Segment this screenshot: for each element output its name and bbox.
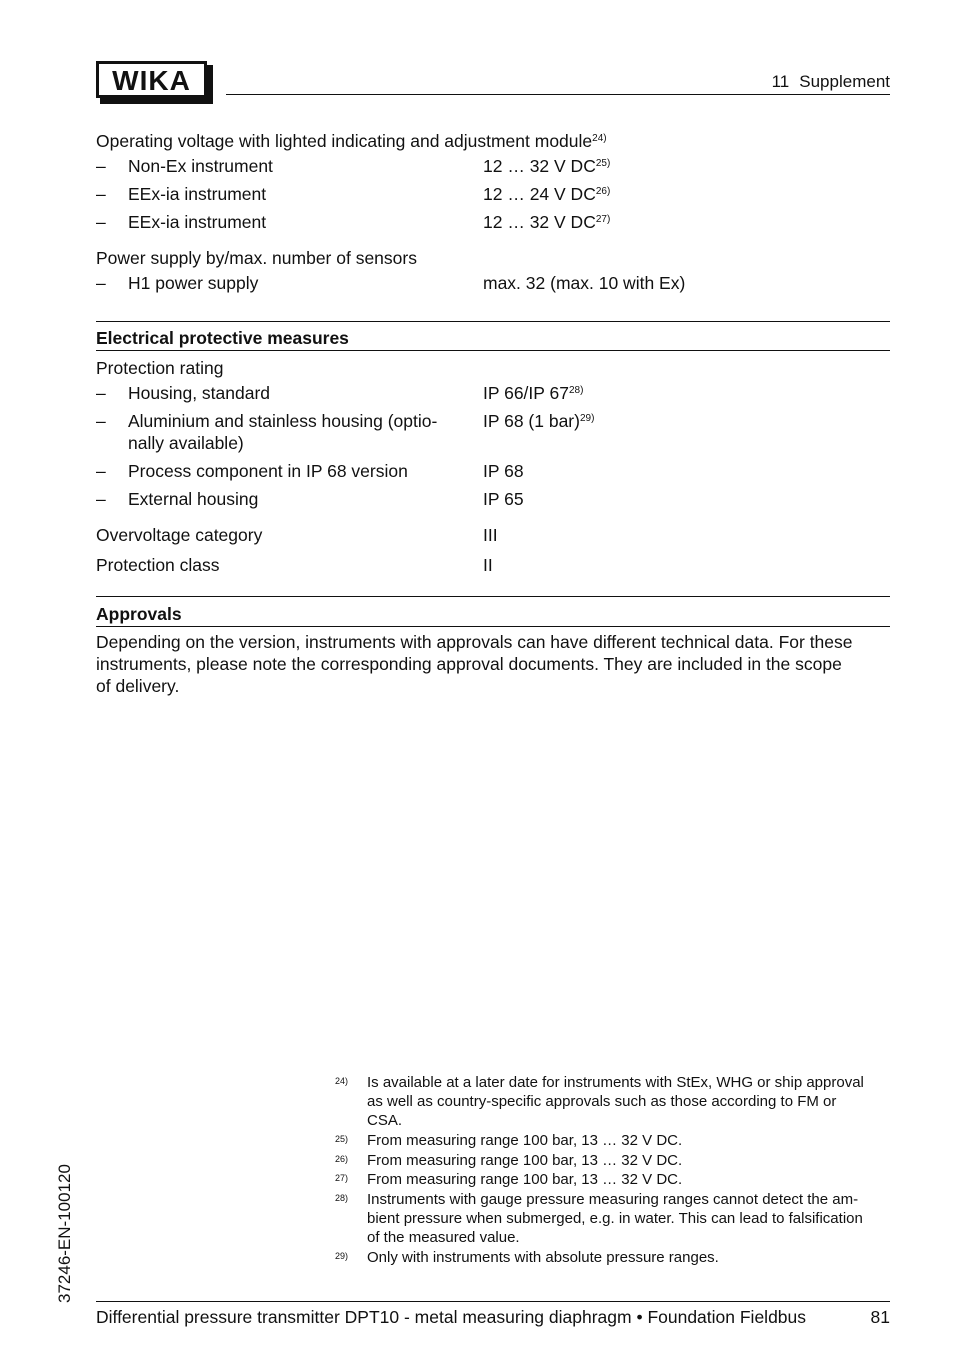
footer-title: Differential pressure transmitter DPT10 - metal measuring diaphragm • Foundation Fieldbus bbox=[96, 1307, 807, 1327]
footnote-text: Only with instruments with absolute pressure ranges. bbox=[367, 1249, 719, 1266]
dash: – bbox=[96, 383, 106, 403]
row-value: max. 32 (max. 10 with Ex) bbox=[483, 273, 686, 293]
paragraph-line: of delivery. bbox=[96, 676, 180, 696]
overvoltage-value: III bbox=[483, 525, 498, 545]
footnote-text: From measuring range 100 bar, 13 … 32 V DC. bbox=[367, 1132, 683, 1149]
row-label: Process component in IP 68 version bbox=[128, 461, 408, 481]
chapter-header bbox=[772, 71, 890, 93]
section-rule-top bbox=[96, 596, 890, 597]
section-rule-bottom bbox=[96, 626, 890, 627]
row-label: Housing, standard bbox=[128, 383, 271, 403]
footnote-number: 27) bbox=[335, 1173, 349, 1183]
dash: – bbox=[96, 156, 106, 176]
row-value: IP 65 bbox=[483, 489, 524, 509]
dash: – bbox=[96, 212, 106, 232]
voltage-title bbox=[96, 130, 607, 152]
row-value bbox=[483, 183, 610, 205]
document-code: 37246-EN-100120 bbox=[55, 1164, 74, 1303]
dash: – bbox=[96, 273, 106, 293]
footnote-number: 28) bbox=[335, 1193, 349, 1203]
footnote-text: as well as country-specific approvals such as those according to FM or bbox=[367, 1093, 837, 1110]
logo-text: WIKA bbox=[112, 65, 191, 96]
value-text: IP 68 (1 bar) bbox=[483, 411, 580, 431]
protection-rating-label: Protection rating bbox=[96, 358, 224, 378]
row-value bbox=[483, 211, 610, 233]
row-label: EEx-ia instrument bbox=[128, 184, 267, 204]
approvals-heading: Approvals bbox=[96, 604, 182, 624]
power-title: Power supply by/max. number of sensors bbox=[96, 248, 417, 268]
footnote-number: 25) bbox=[335, 1134, 349, 1144]
footnote-text: From measuring range 100 bar, 13 … 32 V DC. bbox=[367, 1152, 683, 1169]
overvoltage-label: Overvoltage category bbox=[96, 525, 263, 545]
section-rule-bottom bbox=[96, 350, 890, 351]
dash: – bbox=[96, 461, 106, 481]
row-value bbox=[483, 410, 594, 432]
dash: – bbox=[96, 489, 106, 509]
wika-logo bbox=[96, 61, 207, 98]
value-text: IP 66/IP 67 bbox=[483, 383, 569, 403]
row-label-cont: nally available) bbox=[128, 433, 244, 453]
chapter-title: Supplement bbox=[799, 72, 890, 91]
footnote-text: of the measured value. bbox=[367, 1229, 520, 1246]
row-label: EEx-ia instrument bbox=[128, 212, 267, 232]
value-text: 12 … 24 V DC bbox=[483, 184, 596, 204]
protection-class-value: II bbox=[483, 555, 493, 575]
footnote-ref: 28) bbox=[568, 385, 584, 396]
footnote-text: Instruments with gauge pressure measuring ranges cannot detect the am- bbox=[367, 1191, 859, 1208]
footnote-number: 24) bbox=[335, 1076, 349, 1086]
footnote-text: Is available at a later date for instruments with StEx, WHG or ship approval bbox=[367, 1074, 864, 1091]
row-label: Non-Ex instrument bbox=[128, 156, 273, 176]
approvals-paragraph bbox=[96, 631, 896, 697]
row-value: IP 68 bbox=[483, 461, 524, 481]
footnote-ref: 24) bbox=[592, 133, 607, 144]
footnote-ref: 29) bbox=[579, 413, 595, 424]
voltage-title-text: Operating voltage with lighted indicating and adjustment module bbox=[96, 131, 593, 151]
section-rule-top bbox=[96, 321, 890, 322]
footnote-number: 26) bbox=[335, 1154, 349, 1164]
footer-rule bbox=[96, 1301, 890, 1302]
value-text: 12 … 32 V DC bbox=[483, 212, 596, 232]
value-text: 12 … 32 V DC bbox=[483, 156, 596, 176]
paragraph-line: instruments, please note the corresponding approval documents. They are included in the scope bbox=[96, 654, 842, 674]
row-value bbox=[483, 382, 583, 404]
footnote-text: CSA. bbox=[367, 1112, 403, 1129]
footnote-ref: 27) bbox=[595, 214, 611, 225]
row-label: H1 power supply bbox=[128, 273, 259, 293]
footnote-text: bient pressure when submerged, e.g. in water. This can lead to falsification bbox=[367, 1210, 863, 1227]
footnote-ref: 26) bbox=[595, 186, 611, 197]
header-rule bbox=[226, 94, 890, 95]
footnote-text: From measuring range 100 bar, 13 … 32 V DC. bbox=[367, 1171, 683, 1188]
row-label: Aluminium and stainless housing (optio- bbox=[128, 411, 438, 431]
row-value bbox=[483, 155, 610, 177]
electrical-heading: Electrical protective measures bbox=[96, 328, 349, 348]
footnote-ref: 25) bbox=[595, 158, 611, 169]
paragraph-line: Depending on the version, instruments with approvals can have different technical data. For these bbox=[96, 632, 853, 652]
dash: – bbox=[96, 184, 106, 204]
dash: – bbox=[96, 411, 106, 431]
row-label: External housing bbox=[128, 489, 259, 509]
footnote-number: 29) bbox=[335, 1251, 349, 1261]
page-number: 81 bbox=[870, 1307, 890, 1327]
protection-class-label: Protection class bbox=[96, 555, 220, 575]
chapter-number: 11 bbox=[771, 72, 790, 91]
